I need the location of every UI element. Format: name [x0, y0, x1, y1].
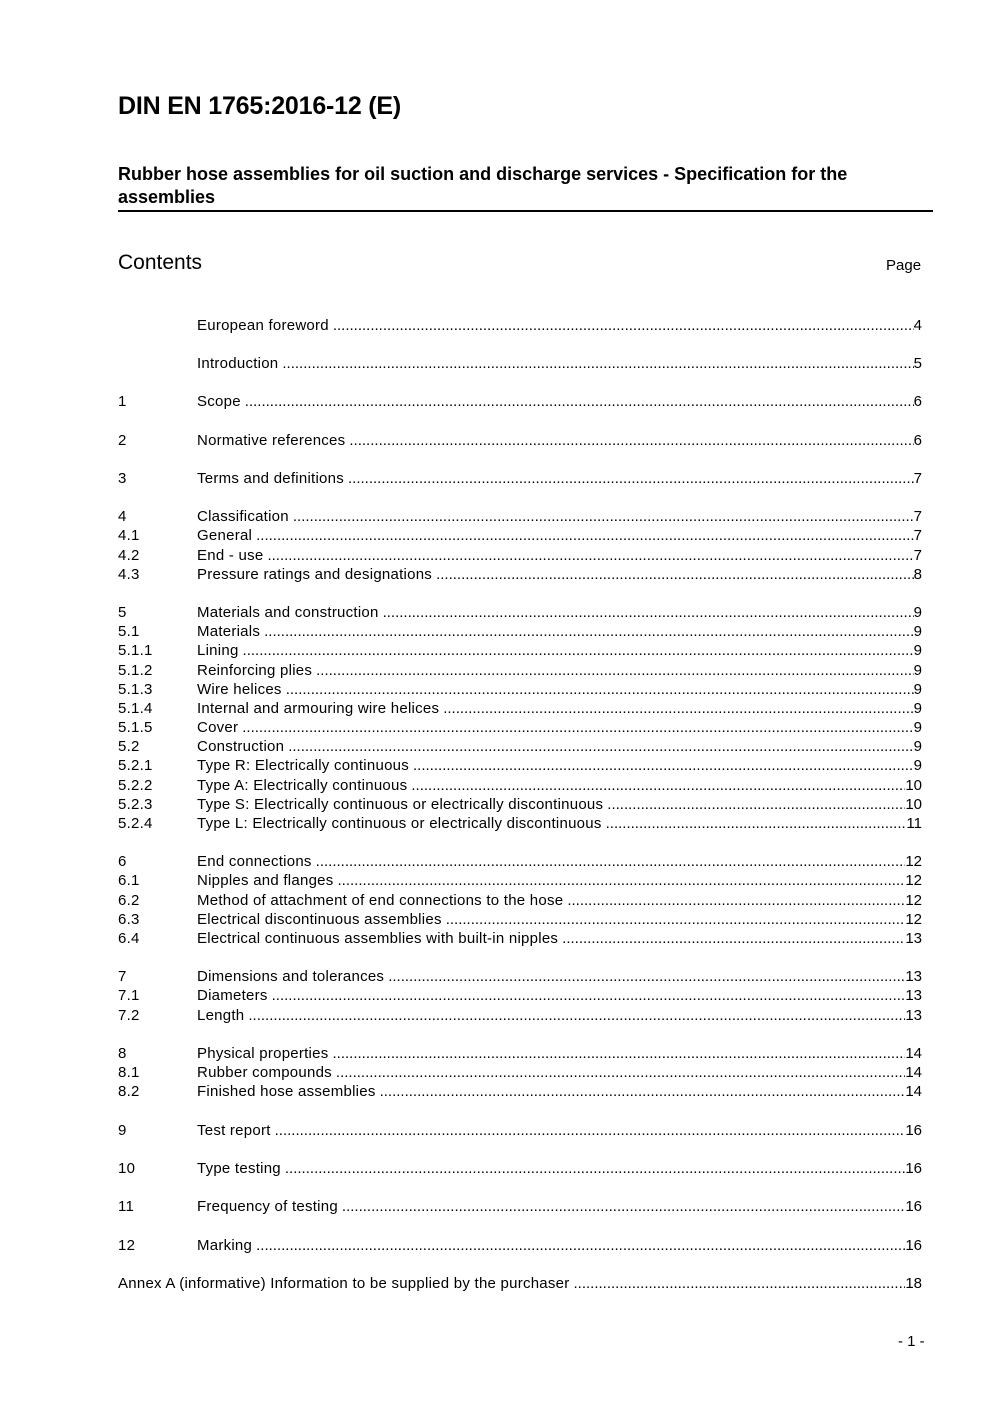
toc-entry-title: Construction — [197, 738, 285, 755]
toc-entry-page: 6 — [913, 393, 922, 410]
toc-entry-page: 13 — [905, 968, 922, 985]
toc-entry-number: 8.1 — [118, 1064, 140, 1081]
toc-entry-5-1-2[interactable] — [118, 661, 922, 680]
toc-entry-2[interactable] — [118, 431, 922, 450]
toc-entry-page: 9 — [913, 757, 922, 774]
toc-entry-page: 10 — [905, 796, 922, 813]
toc-entry-title: Introduction — [197, 355, 279, 372]
toc-entry-title: Lining — [197, 642, 239, 659]
toc-dot-leader — [293, 507, 914, 526]
toc-entry-6-4[interactable] — [118, 929, 922, 948]
toc-dot-leader — [275, 1121, 906, 1140]
toc-entry-title: Internal and armouring wire helices — [197, 700, 440, 717]
table-of-contents — [118, 0, 922, 1403]
toc-entry-number: 2 — [118, 432, 127, 449]
toc-entry-5-2-4[interactable] — [118, 814, 922, 833]
toc-dot-leader — [285, 1159, 905, 1178]
toc-entry-6[interactable] — [118, 852, 922, 871]
toc-entry-number: 4 — [118, 508, 127, 525]
toc-entry-title: End - use — [197, 547, 264, 564]
toc-entry-5[interactable] — [118, 603, 922, 622]
toc-entry-page: 9 — [913, 738, 922, 755]
toc-entry-page: 13 — [905, 1007, 922, 1024]
toc-entry-5-2-3[interactable] — [118, 795, 922, 814]
toc-entry-title: Finished hose assemblies — [197, 1083, 376, 1100]
toc-entry-page: 7 — [913, 547, 922, 564]
toc-entry-6-3[interactable] — [118, 910, 922, 929]
toc-entry-number: 5.1.4 — [118, 700, 153, 717]
toc-entry-title: Nipples and flanges — [197, 872, 334, 889]
toc-entry-title: Reinforcing plies — [197, 662, 313, 679]
toc-entry-page: 14 — [905, 1083, 922, 1100]
toc-entry-page: 12 — [905, 911, 922, 928]
toc-entry-number: 5.1.5 — [118, 719, 153, 736]
toc-entry-page: 9 — [913, 700, 922, 717]
toc-entry-number: 6.4 — [118, 930, 140, 947]
toc-dot-leader — [411, 776, 905, 795]
toc-dot-leader — [336, 1063, 905, 1082]
toc-entry-title: European foreword — [197, 317, 329, 334]
toc-entry-number: 5.2.1 — [118, 757, 153, 774]
toc-entry-number: 8.2 — [118, 1083, 140, 1100]
toc-entry-page: 9 — [913, 681, 922, 698]
toc-dot-leader — [256, 1236, 905, 1255]
toc-entry-title: Scope — [197, 393, 241, 410]
toc-entry-page: 14 — [905, 1045, 922, 1062]
toc-entry-11[interactable] — [118, 1197, 922, 1216]
toc-entry-6-1[interactable] — [118, 871, 922, 890]
toc-entry-number: 3 — [118, 470, 127, 487]
toc-entry-page: 7 — [913, 508, 922, 525]
toc-entry-title: Marking — [197, 1237, 253, 1254]
document-id: DIN EN 1765:2016-12 (E) — [118, 92, 402, 120]
toc-entry-4-1[interactable] — [118, 526, 922, 545]
toc-dot-leader — [316, 852, 906, 871]
toc-entry-page: 5 — [913, 355, 922, 372]
document-title: Rubber hose assemblies for oil suction and discharge services - Specification for the assemblies — [118, 163, 933, 212]
toc-entry-4-3[interactable] — [118, 565, 922, 584]
toc-dot-leader — [332, 1044, 905, 1063]
toc-entry-number: 11 — [118, 1198, 135, 1215]
toc-dot-leader — [316, 661, 914, 680]
toc-entry-8-2[interactable] — [118, 1082, 922, 1101]
toc-dot-leader — [272, 986, 906, 1005]
toc-entry-number: 5.1.1 — [118, 642, 153, 659]
toc-entry-page: 16 — [905, 1122, 922, 1139]
toc-entry-title: Type testing — [197, 1160, 281, 1177]
toc-entry-title: Method of attachment of end connections to the hose — [197, 892, 564, 909]
toc-entry-annex-a[interactable] — [118, 1274, 922, 1293]
toc-dot-leader — [567, 891, 905, 910]
toc-dot-leader — [443, 699, 913, 718]
toc-entry-title: Frequency of testing — [197, 1198, 338, 1215]
toc-entry-title: Materials and construction — [197, 604, 379, 621]
toc-entry-9[interactable] — [118, 1121, 922, 1140]
toc-entry-page: 11 — [906, 815, 922, 832]
toc-entry-title: Rubber compounds — [197, 1064, 332, 1081]
toc-entry-number: 4.1 — [118, 527, 140, 544]
toc-dot-leader — [413, 756, 914, 775]
toc-entry-number: 5.1 — [118, 623, 140, 640]
toc-entry-title: Classification — [197, 508, 289, 525]
toc-entry-page: 9 — [913, 662, 922, 679]
toc-entry-page: 9 — [913, 604, 922, 621]
toc-entry-8-1[interactable] — [118, 1063, 922, 1082]
toc-entry-7[interactable] — [118, 967, 922, 986]
toc-entry-page: 12 — [905, 892, 922, 909]
toc-dot-leader — [267, 546, 913, 565]
toc-entry-title: End connections — [197, 853, 312, 870]
toc-entry-10[interactable] — [118, 1159, 922, 1178]
toc-entry-introduction[interactable] — [118, 354, 922, 373]
toc-entry-title: Materials — [197, 623, 261, 640]
toc-entry-page: 7 — [913, 470, 922, 487]
toc-entry-number: 5.1.3 — [118, 681, 153, 698]
toc-entry-12[interactable] — [118, 1236, 922, 1255]
toc-entry-page: 9 — [913, 719, 922, 736]
toc-entry-number: 4.2 — [118, 547, 140, 564]
contents-heading: Contents — [118, 251, 203, 274]
toc-dot-leader — [288, 737, 913, 756]
toc-entry-title: General — [197, 527, 253, 544]
toc-entry-number: 6 — [118, 853, 127, 870]
toc-entry-number: 5.1.2 — [118, 662, 153, 679]
toc-entry-page: 10 — [905, 777, 922, 794]
toc-entry-title: Physical properties — [197, 1045, 329, 1062]
toc-dot-leader — [574, 1274, 906, 1293]
toc-entry-number: 6.3 — [118, 911, 140, 928]
toc-dot-leader — [333, 316, 914, 335]
page-number: - 1 - — [898, 1333, 925, 1350]
toc-entry-title: Dimensions and tolerances — [197, 968, 385, 985]
toc-entry-title: Diameters — [197, 987, 268, 1004]
toc-entry-7-2[interactable] — [118, 1006, 922, 1025]
toc-dot-leader — [256, 526, 914, 545]
page-column-heading: Page — [886, 257, 922, 274]
toc-entry-title: Cover — [197, 719, 239, 736]
toc-entry-european-foreword[interactable] — [118, 316, 922, 335]
toc-entry-5-1-3[interactable] — [118, 680, 922, 699]
toc-entry-page: 4 — [913, 317, 922, 334]
toc-entry-number: 1 — [118, 393, 127, 410]
toc-dot-leader — [388, 967, 905, 986]
toc-entry-3[interactable] — [118, 469, 922, 488]
toc-entry-title: Type R: Electrically continuous — [197, 757, 410, 774]
toc-entry-5-1-5[interactable] — [118, 718, 922, 737]
toc-dot-leader — [349, 431, 913, 450]
toc-entry-title: Test report — [197, 1122, 271, 1139]
toc-entry-title: Wire helices — [197, 681, 282, 698]
toc-entry-page: 7 — [913, 527, 922, 544]
toc-entry-title: Type A: Electrically continuous — [197, 777, 408, 794]
toc-dot-leader — [446, 910, 906, 929]
toc-entry-page: 13 — [905, 930, 922, 947]
toc-entry-page: 9 — [913, 642, 922, 659]
toc-dot-leader — [607, 795, 905, 814]
toc-entry-title: Normative references — [197, 432, 346, 449]
toc-entry-5-1[interactable] — [118, 622, 922, 641]
toc-entry-number: 6.2 — [118, 892, 140, 909]
toc-entry-page: 8 — [913, 566, 922, 583]
toc-entry-5-1-4[interactable] — [118, 699, 922, 718]
toc-entry-number: 5.2 — [118, 738, 140, 755]
toc-entry-title: Electrical discontinuous assemblies — [197, 911, 442, 928]
toc-entry-page: 14 — [905, 1064, 922, 1081]
toc-entry-page: 9 — [913, 623, 922, 640]
toc-dot-leader — [264, 622, 914, 641]
toc-entry-number: 10 — [118, 1160, 136, 1177]
toc-entry-5-1-1[interactable] — [118, 641, 922, 660]
toc-entry-title: Length — [197, 1007, 245, 1024]
toc-entry-page: 12 — [905, 853, 922, 870]
toc-entry-4[interactable] — [118, 507, 922, 526]
toc-entry-page: 13 — [905, 987, 922, 1004]
toc-entry-page: 16 — [905, 1160, 922, 1177]
toc-dot-leader — [338, 871, 906, 890]
toc-dot-leader — [342, 1197, 905, 1216]
toc-entry-7-1[interactable] — [118, 986, 922, 1005]
toc-entry-5-2-2[interactable] — [118, 776, 922, 795]
toc-dot-leader — [286, 680, 914, 699]
toc-dot-leader — [248, 1006, 905, 1025]
toc-entry-title: Type L: Electrically continuous or electrically discontinuous — [197, 815, 602, 832]
toc-entry-number: 12 — [118, 1237, 136, 1254]
toc-entry-6-2[interactable] — [118, 891, 922, 910]
toc-dot-leader — [436, 565, 914, 584]
toc-entry-title: Pressure ratings and designations — [197, 566, 433, 583]
toc-dot-leader — [380, 1082, 906, 1101]
toc-dot-leader — [348, 469, 914, 488]
toc-entry-page: 12 — [905, 872, 922, 889]
toc-dot-leader — [383, 603, 914, 622]
toc-entry-page: 16 — [905, 1198, 922, 1215]
toc-dot-leader — [282, 354, 913, 373]
toc-entry-number: 7.1 — [118, 987, 140, 1004]
toc-entry-number: 5.2.4 — [118, 815, 153, 832]
toc-entry-number: 5.2.3 — [118, 796, 153, 813]
toc-entry-page: 18 — [905, 1275, 922, 1292]
toc-entry-5-2[interactable] — [118, 737, 922, 756]
toc-dot-leader — [243, 641, 914, 660]
toc-entry-5-2-1[interactable] — [118, 756, 922, 775]
toc-entry-title: Annex A (informative) Information to be supplied by the purchaser — [118, 1275, 570, 1292]
toc-entry-page: 6 — [913, 432, 922, 449]
toc-entry-number: 4.3 — [118, 566, 140, 583]
toc-entry-number: 5 — [118, 604, 127, 621]
toc-entry-title: Type S: Electrically continuous or electrically discontinuous — [197, 796, 604, 813]
toc-entry-number: 9 — [118, 1122, 127, 1139]
toc-entry-8[interactable] — [118, 1044, 922, 1063]
toc-entry-1[interactable] — [118, 392, 922, 411]
toc-entry-number: 6.1 — [118, 872, 140, 889]
toc-entry-page: 16 — [905, 1237, 922, 1254]
toc-dot-leader — [562, 929, 905, 948]
toc-entry-title: Electrical continuous assemblies with built-in nipples — [197, 930, 559, 947]
toc-entry-number: 5.2.2 — [118, 777, 153, 794]
toc-dot-leader — [242, 718, 913, 737]
toc-dot-leader — [606, 814, 907, 833]
toc-entry-number: 8 — [118, 1045, 127, 1062]
toc-entry-number: 7 — [118, 968, 127, 985]
toc-entry-title: Terms and definitions — [197, 470, 344, 487]
toc-entry-4-2[interactable] — [118, 546, 922, 565]
toc-dot-leader — [245, 392, 914, 411]
toc-entry-number: 7.2 — [118, 1007, 140, 1024]
